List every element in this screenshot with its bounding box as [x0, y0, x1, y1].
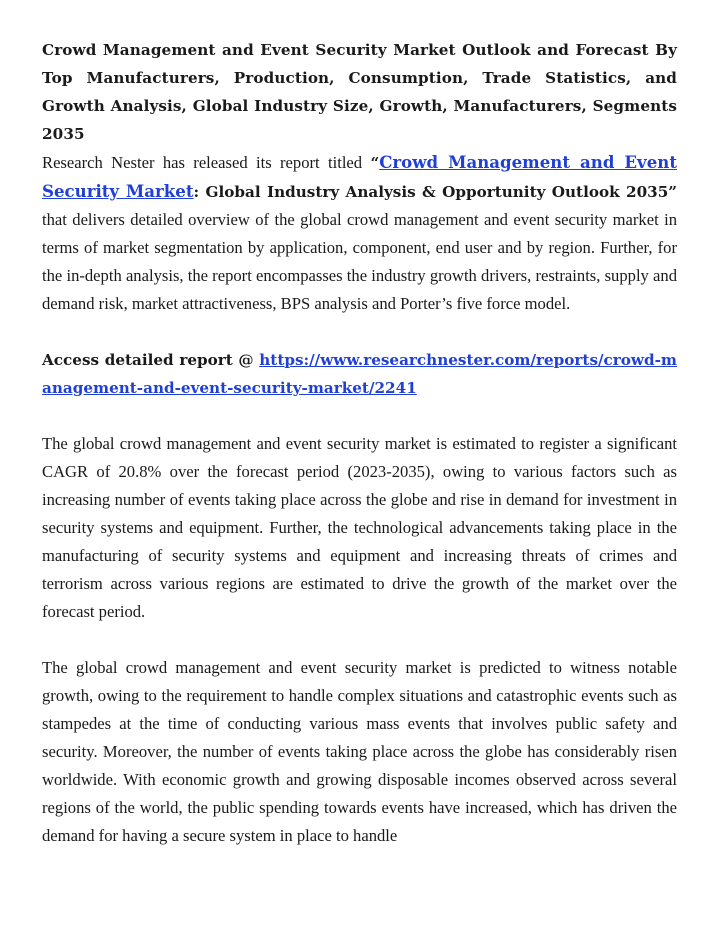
open-quote: “: [370, 154, 380, 172]
document-title: Crowd Management and Event Security Market Outlook and Forecast By Top Manufacturers, Production, Consumption, Trade Statistics, and Growth Analysis, Global Industry Size, Growth, Manufacturers, Segments 2035: [42, 41, 677, 143]
access-report-line: [42, 346, 677, 402]
report-url-link[interactable]: https://www.researchnester.com/reports/crowd-management-and-event-security-market/2241: [42, 351, 677, 397]
report-title-tail: : Global Industry Analysis & Opportunity Outlook 2035”: [193, 183, 678, 201]
market-growth-paragraph: The global crowd management and event security market is estimated to register a significant CAGR of 20.8% over the forecast period (2023-2035), owing to various factors such as increasing number of events taking place across the globe and rise in demand for investment in security systems and equipment. Further, the technological advancements taking place in the manufacturing of security systems and equipment and increasing threats of crimes and terrorism across various regions are estimated to drive the growth of the market over the forecast period.: [42, 434, 677, 621]
intro-paragraph: [42, 148, 677, 318]
access-label: Access detailed report @: [42, 351, 260, 369]
spacer: [42, 402, 677, 430]
intro-lead: Research Nester has released its report titled: [42, 153, 371, 172]
spacer: [42, 318, 677, 346]
spacer: [42, 626, 677, 654]
intro-rest: that delivers detailed overview of the global crowd management and event security market in terms of market segmentation by application, component, end user and by region. Further, for the in-depth analysis, the report encompasses the industry growth drivers, restraints, supply and demand risk, market attractiveness, BPS analysis and Porter’s five force model.: [42, 210, 677, 313]
market-drivers-paragraph: The global crowd management and event security market is predicted to witness notable growth, owing to the requirement to handle complex situations and catastrophic events such as stampedes at the time of conducting various mass events that involves public safety and security. Moreover, the number of events taking place across the globe has considerably risen worldwide. With economic growth and growing disposable incomes observed across several regions of the world, the public spending towards events have increased, which has driven the demand for having a secure system in place to handle: [42, 658, 677, 845]
document-page: [42, 36, 677, 850]
report-title-link[interactable]: Crowd Management and Event Security Market: [42, 152, 677, 201]
